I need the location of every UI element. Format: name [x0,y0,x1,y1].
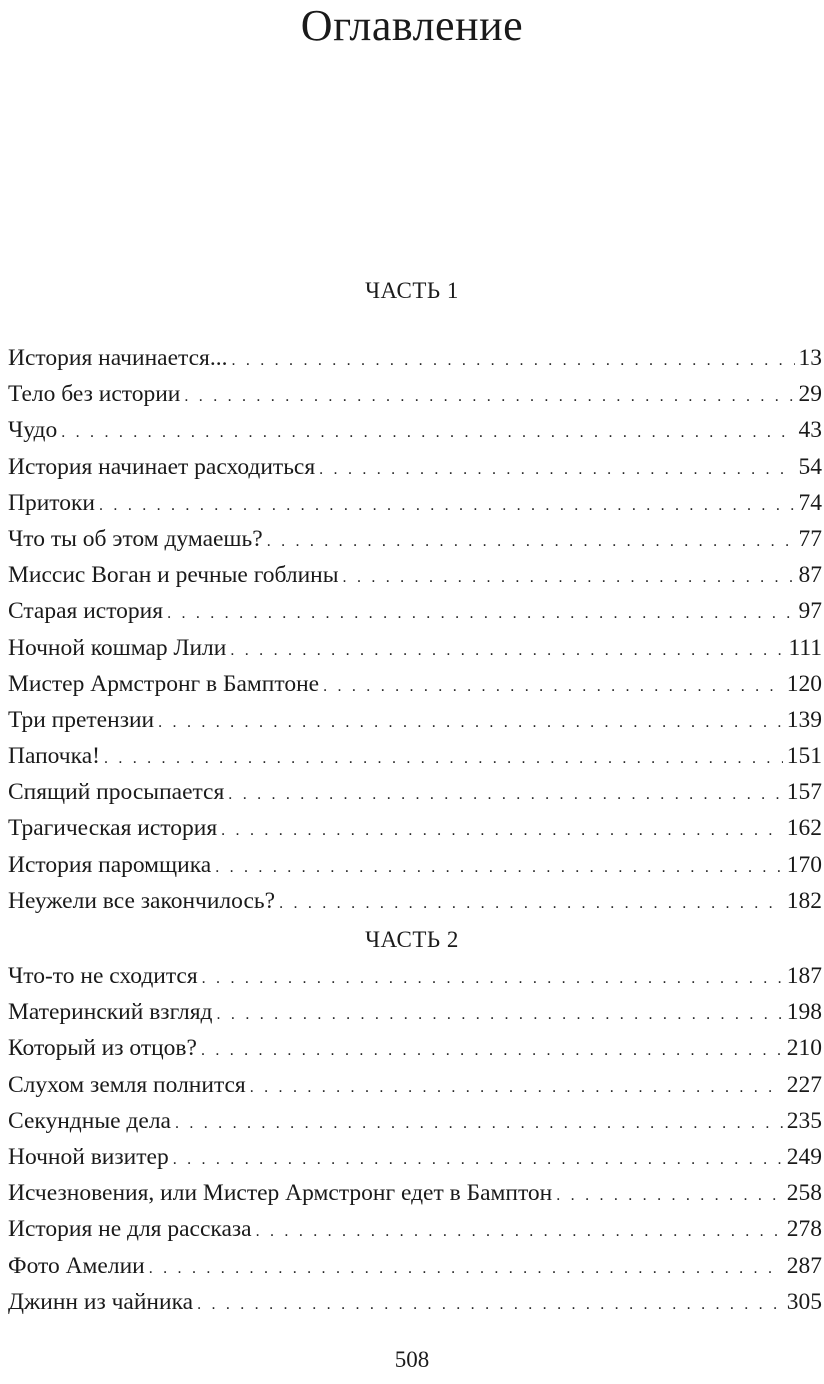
toc-dot-leader [104,741,783,777]
toc-entry-page: 74 [798,489,822,516]
toc-entry-page: 29 [798,381,822,408]
toc-entry [8,958,822,994]
toc-entry-title: Чудо [8,417,58,444]
toc-entry-page: 198 [786,999,822,1026]
toc-entry-title: История начинается... [8,345,228,371]
toc-dot-leader [167,596,794,632]
toc-entry [8,1067,822,1103]
toc-part-1-list [8,340,822,919]
toc-entry-title: Секундные дела [8,1107,171,1134]
toc-entry-title: Неужели все закончилось? [8,887,276,914]
toc-entry-page: 170 [786,851,822,878]
toc-entry-title: Слухом земля полнится [8,1071,246,1098]
toc-entry-title: Трагическая история [8,815,218,842]
toc-entry-title: Папочка! [8,743,100,770]
toc-entry [8,630,822,666]
toc-entry [8,1139,822,1175]
toc-entry-page: 111 [788,634,822,661]
toc-entry-title: Притоки [8,489,96,516]
toc-dot-leader [149,1251,783,1287]
toc-part-2-list [8,958,822,1320]
toc-entry [8,847,822,883]
toc-entry [8,1103,822,1139]
toc-dot-leader [175,1106,783,1142]
toc-entry [8,593,822,629]
toc-entry [8,883,822,919]
toc-entry-page: 151 [786,743,822,770]
toc-entry-title: Миссис Воган и речные гоблины [8,562,339,589]
toc-entry-page: 54 [798,453,822,480]
toc-entry-page: 162 [786,815,822,842]
toc-entry [8,1175,822,1211]
toc-entry-page: 249 [786,1143,822,1170]
toc-entry-title: Что ты об этом думаешь? [8,525,263,552]
part-1-heading: ЧАСТЬ 1 [365,278,459,303]
toc-entry-title: Тело без истории [8,381,181,408]
toc-entry-page: 120 [786,670,822,697]
toc-entry [8,340,822,376]
toc-dot-leader [230,633,784,669]
toc-entry-title: Исчезновения, или Мистер Армстронг едет в Бамптон [8,1180,553,1207]
page-number: 508 [394,1347,430,1372]
toc-entry-page: 210 [786,1035,822,1062]
toc-entry [8,521,822,557]
toc-entry-page: 97 [798,598,822,625]
toc-entry-page: 77 [798,525,822,552]
toc-entry [8,1030,822,1066]
toc-dot-leader [231,343,794,379]
toc-entry-title: Три претензии [8,706,155,733]
part-2-heading: ЧАСТЬ 2 [365,927,459,952]
toc-entry-page: 87 [798,562,822,589]
toc-entry [8,1248,822,1284]
toc-dot-leader [267,524,795,560]
toc-dot-leader [279,886,783,922]
toc-entry [8,666,822,702]
toc-dot-leader [221,813,783,849]
toc-entry-title: Джинн из чайника [8,1288,194,1315]
toc-entry [8,738,822,774]
toc-entry [8,376,822,412]
toc-entry-page: 187 [786,963,822,989]
toc-entry-page: 278 [786,1216,822,1243]
toc-entry [8,810,822,846]
toc-dot-leader [319,452,794,488]
toc-entry-title: Мистер Армстронг в Бамптоне [8,670,320,697]
toc-entry-title: Фото Амелии [8,1252,145,1279]
toc-entry [8,412,822,448]
toc-entry [8,1211,822,1247]
toc-entry-title: Спящий просыпается [8,779,225,806]
toc-entry-page: 157 [786,779,822,806]
toc-entry [8,449,822,485]
toc-dot-leader [217,997,783,1033]
toc-entry-page: 43 [798,417,822,444]
toc-entry-page: 287 [786,1252,822,1279]
toc-entry-title: Что-то не сходится [8,963,198,989]
toc-dot-leader [228,777,782,813]
toc-entry-page: 235 [786,1107,822,1134]
toc-dot-leader [173,1142,783,1178]
toc-entry-page: 305 [786,1288,822,1315]
toc-entry-title: История не для рассказа [8,1216,252,1243]
toc-dot-leader [158,705,783,741]
toc-entry-page: 139 [786,706,822,733]
toc-entry [8,485,822,521]
toc-entry [8,1284,822,1320]
toc-entry-title: Ночной кошмар Лили [8,634,227,661]
toc-dot-leader [197,1287,783,1323]
toc-dot-leader [323,669,783,705]
toc-entry-page: 227 [786,1071,822,1098]
toc-entry-title: История паромщика [8,851,212,878]
toc-dot-leader [250,1070,783,1106]
toc-entry-title: Материнский взгляд [8,999,213,1026]
toc-entry-page: 13 [798,345,822,371]
toc-entry-title: История начинает расходиться [8,453,316,480]
toc-entry-page: 182 [786,887,822,914]
toc-dot-leader [202,961,783,997]
toc-dot-leader [256,1214,783,1250]
toc-entry-title: Который из отцов? [8,1035,197,1062]
toc-entry [8,994,822,1030]
page-title: Оглавление [300,1,524,50]
toc-entry-title: Старая история [8,598,164,625]
toc-dot-leader [61,415,794,451]
toc-dot-leader [556,1178,782,1214]
toc-entry-title: Ночной визитер [8,1143,169,1170]
toc-entry-page: 258 [786,1180,822,1207]
toc-dot-leader [99,488,794,524]
toc-dot-leader [215,850,783,886]
toc-dot-leader [343,560,795,596]
toc-dot-leader [201,1033,783,1069]
toc-dot-leader [184,379,794,415]
toc-entry [8,702,822,738]
toc-entry [8,557,822,593]
toc-entry [8,774,822,810]
